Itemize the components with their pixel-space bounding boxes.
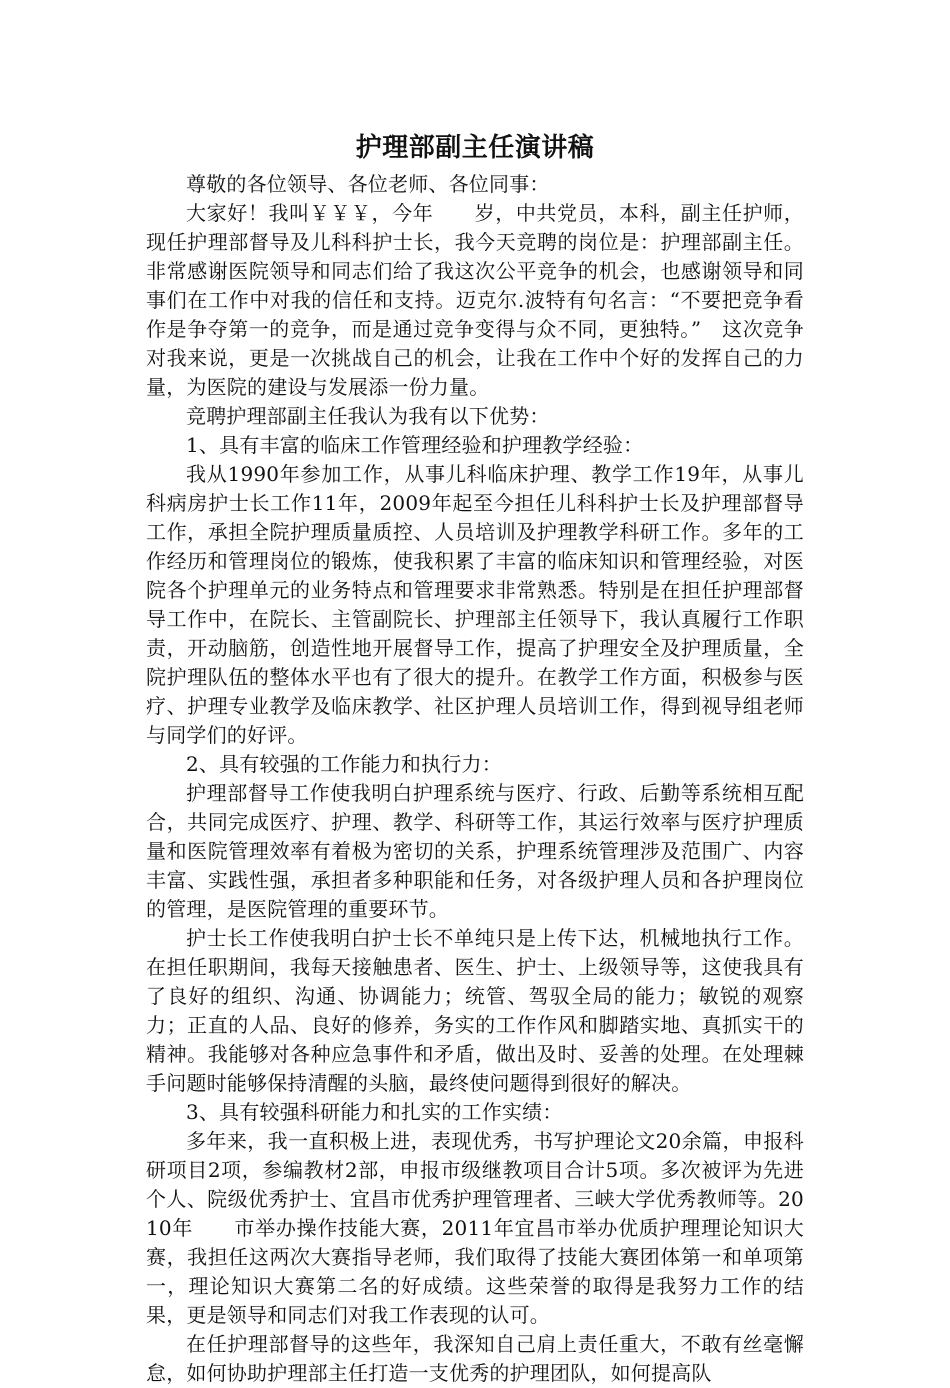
paragraph: 竞聘护理部副主任我认为我有以下优势： [186, 404, 550, 428]
document-body [146, 170, 804, 1388]
paragraph: 大家好！我叫￥￥￥，今年 岁，中共党员，本科，副主任护师，现任护理部督导及儿科科护士长，我今天竞聘的岗位是：护理部副主任。非常感谢医院领导和同志们给了我这次公平竞争的机会，也感谢领导和同事们在工作中对我的信任和支持。迈克尔.波特有句名言：“不要把竞争看作是争夺第一的竞争，而是通过竞争变得与众不同，更独特。” 这次竞争对我来说，更是一次挑战自己的机会，让我在工作中个好的发挥自己的力量，为医院的建设与发展添一份力量。 [146, 201, 804, 399]
paragraph: 在任护理部督导的这些年，我深知自己肩上责任重大，不敢有丝毫懈怠，如何协助护理部主任打造一支优秀的护理团队，如何提高队 [146, 1332, 804, 1385]
paragraph: 2、具有较强的工作能力和执行力： [186, 752, 502, 776]
document-title: 护理部副主任演讲稿 [355, 133, 595, 163]
paragraph: 多年来，我一直积极上进，表现优秀，书写护理论文20余篇，申报科研项目2项，参编教材2部，申报市级继教项目合计5项。多次被评为先进个人、院级优秀护士、宜昌市优秀护理管理者、三峡大学优秀教师等。2010年 市举办操作技能大赛，2011年宜昌市举办优质护理理论知识大赛，我担任这两次大赛指导老师，我们取得了技能大赛团体第一和单项第一，理论知识大赛第二名的好成绩。这些荣誉的取得是我努力工作的结果，更是领导和同志们对我工作表现的认可。 [146, 1129, 804, 1327]
paragraph: 3、具有较强科研能力和扎实的工作实绩： [186, 1100, 563, 1124]
paragraph: 1、具有丰富的临床工作管理经验和护理教学经验： [186, 433, 644, 457]
paragraph: 我从1990年参加工作，从事儿科临床护理、教学工作19年，从事儿科病房护士长工作11年，2009年起至今担任儿科科护士长及护理部督导工作，承担全院护理质量质控、人员培训及护理教学科研工作。多年的工作经历和管理岗位的锻炼，使我积累了丰富的临床知识和管理经验，对医院各个护理单元的业务特点和管理要求非常熟悉。特别是在担任护理部督导工作中，在院长、主管副院长、护理部主任领导下，我认真履行工作职责，开动脑筋，创造性地开展督导工作，提高了护理安全及护理质量，全院护理队伍的整体水平也有了很大的提升。在教学工作方面，积极参与医疗、护理专业教学及临床教学、社区护理人员培训工作，得到视导组老师与同学们的好评。 [146, 462, 804, 747]
paragraph: 尊敬的各位领导、各位老师、各位同事： [186, 172, 550, 196]
paragraph: 护士长工作使我明白护士长不单纯只是上传下达，机械地执行工作。在担任职期间，我每天接触患者、医生、护士、上级领导等，这使我具有了良好的组织、沟通、协调能力；统管、驾驭全局的能力；敏锐的观察力；正直的人品、良好的修养，务实的工作作风和脚踏实地、真抓实干的精神。我能够对各种应急事件和矛盾，做出及时、妥善的处理。在处理棘手问题时能够保持清醒的头脑，最终使问题得到很好的解决。 [146, 926, 804, 1095]
paragraph: 护理部督导工作使我明白护理系统与医疗、行政、后勤等系统相互配合，共同完成医疗、护理、教学、科研等工作，其运行效率与医疗护理质量和医院管理效率有着极为密切的关系，护理系统管理涉及范围广、内容丰富、实践性强，承担者多种职能和任务，对各级护理人员和各护理岗位的管理，是医院管理的重要环节。 [146, 781, 804, 921]
